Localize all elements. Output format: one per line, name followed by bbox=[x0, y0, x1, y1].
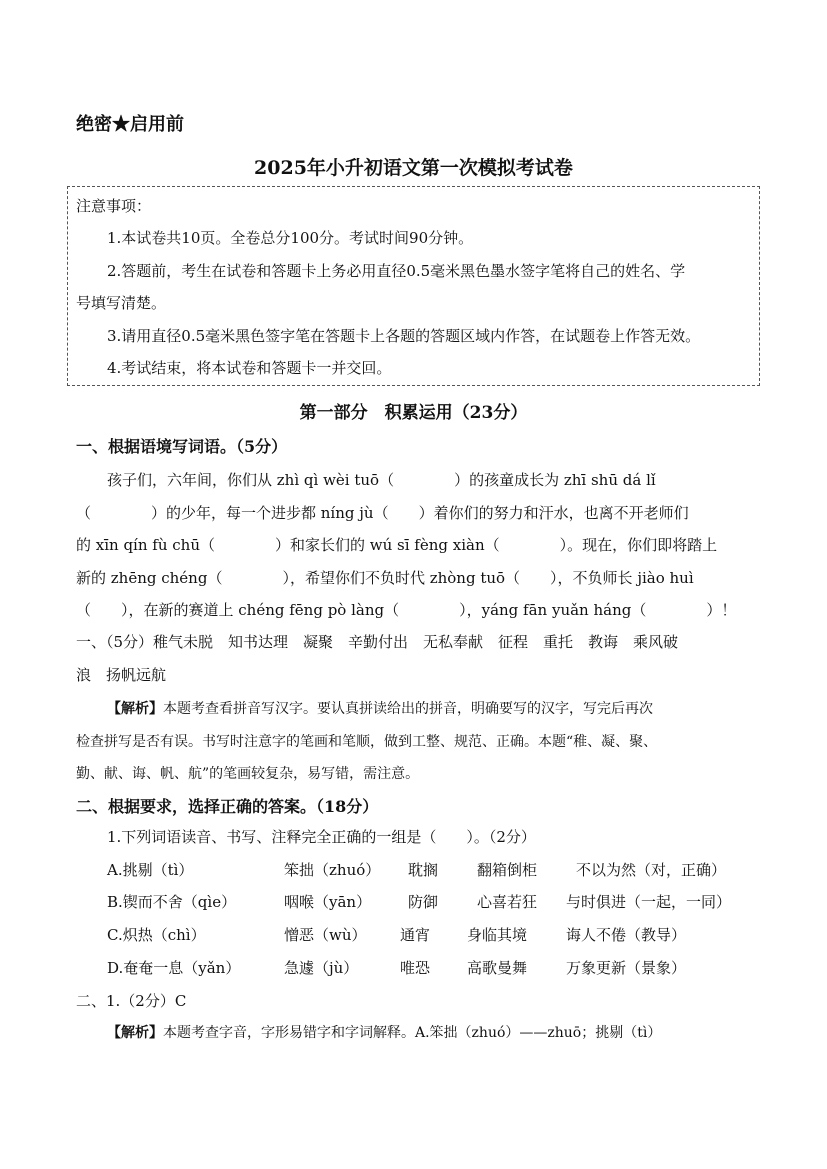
option-d-col-1: D.奄奄一息（yǎn） bbox=[107, 959, 241, 977]
option-d-col-5: 万象更新（景象） bbox=[566, 959, 687, 977]
notice-item-2-line-2: 号填写清楚。 bbox=[76, 294, 167, 312]
option-b-col-3: 防御 bbox=[408, 893, 439, 911]
section1-analysis-line-2: 检查拼写是否有误。书写时注意字的笔画和笔顺，做到工整、规范、正确。本题“稚、凝、聚、 bbox=[76, 734, 658, 750]
option-a-col-5: 不以为然（对，正确） bbox=[576, 861, 727, 879]
section2-answer: 二、1.（2分）C bbox=[76, 992, 187, 1010]
option-c-col-4: 身临其境 bbox=[467, 926, 528, 944]
notice-item-1: 1.本试卷共10页。全卷总分100分。考试时间90分钟。 bbox=[107, 229, 474, 247]
section1-paragraph-line-3: 的 xīn qín fù chū（ ）和家长们的 wú sī fèng xiàn（ ）。现在，你们即将踏上 bbox=[76, 536, 718, 554]
option-c-col-1: C.炽热（chì） bbox=[107, 926, 206, 944]
notice-item-2-line-1: 2.答题前，考生在试卷和答题卡上务必用直径0.5毫米黑色墨水签字笔将自己的姓名、学 bbox=[107, 262, 686, 280]
section1-paragraph-line-5: （ ），在新的赛道上 chéng fēng pò làng（ ），yáng fān yuǎn háng（ ）！ bbox=[76, 601, 737, 619]
analysis-text: 本题考查看拼音写汉字。要认真拼读给出的拼音，明确要写的汉字，写完后再次 bbox=[163, 701, 653, 717]
option-b-col-4: 心喜若狂 bbox=[477, 893, 538, 911]
option-b-col-5: 与时俱进（一起，一同） bbox=[566, 893, 732, 911]
analysis-label: 【解析】 bbox=[107, 701, 163, 717]
section1-answer-line-1: 一、（5分）稚气未脱 知书达理 凝聚 辛勤付出 无私奉献 征程 重托 教诲 乘风破 bbox=[76, 633, 679, 651]
analysis-label: 【解析】 bbox=[107, 1025, 163, 1041]
option-b-col-2: 咽喉（yān） bbox=[284, 893, 372, 911]
section1-paragraph-line-2: （ ）的少年，每一个进步都 níng jù（ ）着你们的努力和汗水，也离不开老师们 bbox=[76, 504, 689, 522]
section1-analysis-line-1 bbox=[107, 698, 653, 718]
option-a-col-3: 耽搁 bbox=[408, 861, 439, 879]
section2-analysis bbox=[107, 1022, 661, 1042]
secret-mark: 绝密★启用前 bbox=[76, 114, 184, 135]
section1-paragraph-line-1: 孩子们，六年间，你们从 zhì qì wèi tuō（ ）的孩童成长为 zhī shū dá lǐ bbox=[107, 471, 656, 489]
analysis-text: 本题考查字音，字形易错字和字词解释。A.笨拙（zhuó）——zhuō；挑剔（tì） bbox=[163, 1025, 662, 1041]
section1-analysis-line-3: 勤、献、诲、帆、航”的笔画较复杂，易写错，需注意。 bbox=[76, 766, 420, 782]
option-c-col-5: 诲人不倦（教导） bbox=[566, 926, 687, 944]
section2-question-1: 1.下列词语读音、书写、注释完全正确的一组是（ ）。（2分） bbox=[107, 828, 536, 846]
exam-title: 2025年小升初语文第一次模拟考试卷 bbox=[254, 157, 573, 179]
option-a-col-4: 翻箱倒柜 bbox=[477, 861, 538, 879]
option-a-col-1: A.挑剔（tì） bbox=[107, 861, 194, 879]
option-d-col-3: 唯恐 bbox=[400, 959, 431, 977]
option-d-col-2: 急遽（jù） bbox=[284, 959, 359, 977]
section1-answer-line-2: 浪 扬帆远航 bbox=[76, 666, 167, 684]
section1-paragraph-line-4: 新的 zhēng chéng（ ），希望你们不负时代 zhòng tuō（ ），不负师长 jiào huì bbox=[76, 569, 694, 587]
option-d-col-4: 高歌曼舞 bbox=[467, 959, 528, 977]
option-c-col-3: 通宵 bbox=[400, 926, 431, 944]
notice-box bbox=[67, 186, 760, 386]
section1-heading: 一、根据语境写词语。（5分） bbox=[76, 437, 288, 456]
part1-title: 第一部分 积累运用（23分） bbox=[299, 403, 528, 423]
option-a-col-2: 笨拙（zhuó） bbox=[284, 861, 381, 879]
section2-heading: 二、根据要求，选择正确的答案。（18分） bbox=[76, 797, 379, 816]
notice-title: 注意事项： bbox=[76, 197, 152, 215]
notice-item-3: 3.请用直径0.5毫米黑色签字笔在答题卡上各题的答题区域内作答，在试题卷上作答无效。 bbox=[107, 327, 701, 345]
notice-item-4: 4.考试结束，将本试卷和答题卡一并交回。 bbox=[107, 359, 392, 377]
option-b-col-1: B.锲而不舍（qìe） bbox=[107, 893, 237, 911]
option-c-col-2: 憎恶（wù） bbox=[284, 926, 367, 944]
